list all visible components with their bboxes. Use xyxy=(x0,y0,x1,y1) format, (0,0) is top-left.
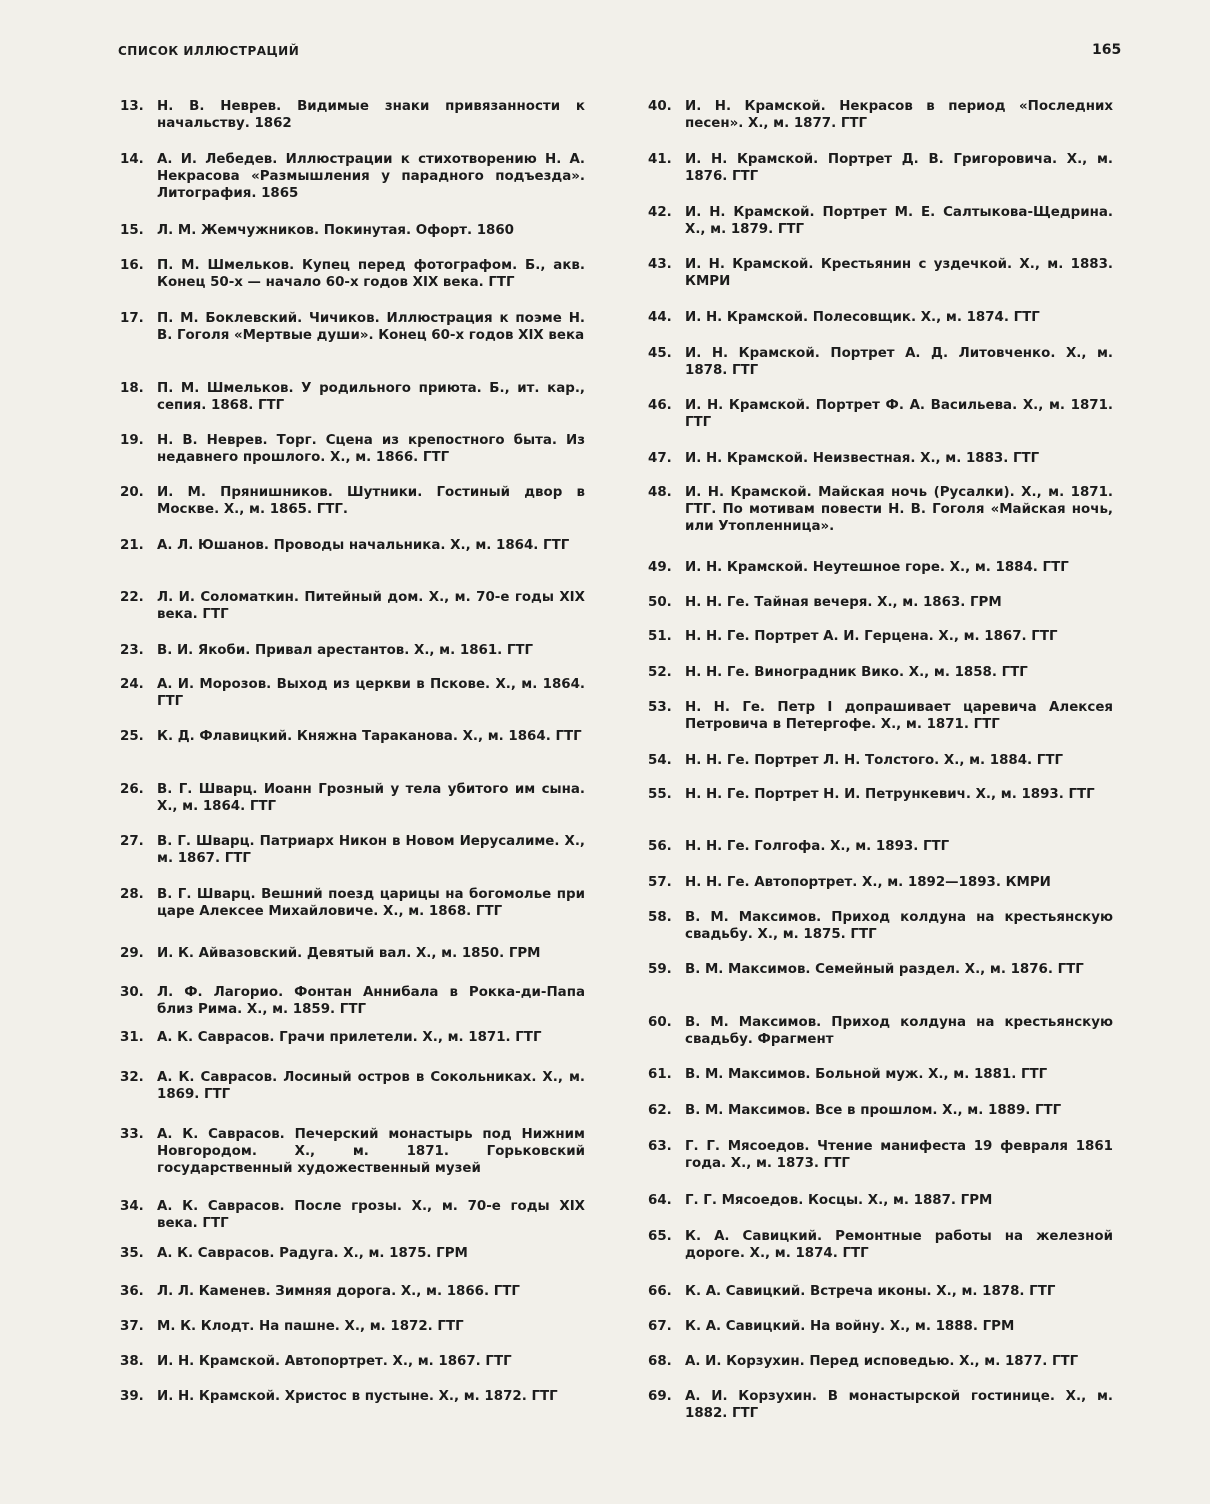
item-number: 35. xyxy=(120,1246,144,1261)
list-item xyxy=(120,432,585,466)
list-item xyxy=(648,151,1113,185)
list-item xyxy=(120,945,585,962)
list-item xyxy=(648,699,1113,733)
item-number: 48. xyxy=(648,485,672,500)
item-number: 59. xyxy=(648,962,672,977)
list-item xyxy=(648,1318,1113,1335)
item-number: 61. xyxy=(648,1067,672,1082)
item-caption: В. Г. Шварц. Вешний поезд царицы на богомолье при царе Алексее Михайловиче. Х., м. 1868. ГТГ xyxy=(157,887,585,919)
list-item xyxy=(648,1192,1113,1209)
list-item xyxy=(648,1102,1113,1119)
item-caption: П. М. Боклевский. Чичиков. Иллюстрация к поэме Н. В. Гоголя «Мертвые души». Конец 60-х годов XIX века xyxy=(157,311,585,343)
item-caption: И. Н. Крамской. Неизвестная. Х., м. 1883. ГТГ xyxy=(685,451,1040,466)
item-number: 68. xyxy=(648,1354,672,1369)
list-item xyxy=(120,886,585,920)
item-caption: Л. М. Жемчужников. Покинутая. Офорт. 1860 xyxy=(157,223,514,238)
item-number: 18. xyxy=(120,381,144,396)
item-caption: И. Н. Крамской. Христос в пустыне. Х., м. 1872. ГТГ xyxy=(157,1389,558,1404)
item-caption: П. М. Шмельков. У родильного приюта. Б., ит. кар., сепия. 1868. ГТГ xyxy=(157,381,585,413)
list-item xyxy=(648,1228,1113,1262)
item-caption: И. Н. Крамской. Портрет М. Е. Салтыкова-Щедрина. Х., м. 1879. ГТГ xyxy=(685,205,1113,237)
list-item xyxy=(648,309,1113,326)
item-number: 21. xyxy=(120,538,144,553)
item-number: 26. xyxy=(120,782,144,797)
item-number: 47. xyxy=(648,451,672,466)
item-number: 32. xyxy=(120,1070,144,1085)
item-caption: Н. Н. Ге. Автопортрет. Х., м. 1892—1893. КМРИ xyxy=(685,875,1051,890)
item-number: 37. xyxy=(120,1319,144,1334)
item-caption: М. К. Клодт. На пашне. Х., м. 1872. ГТГ xyxy=(157,1319,464,1334)
item-number: 38. xyxy=(120,1354,144,1369)
list-item xyxy=(120,642,585,659)
list-item xyxy=(120,1245,585,1262)
item-number: 54. xyxy=(648,753,672,768)
list-item xyxy=(648,874,1113,891)
item-caption: В. И. Якоби. Привал арестантов. Х., м. 1861. ГТГ xyxy=(157,643,534,658)
item-number: 20. xyxy=(120,485,144,500)
item-number: 60. xyxy=(648,1015,672,1030)
item-caption: А. К. Саврасов. После грозы. Х., м. 70-е годы XIX века. ГТГ xyxy=(157,1199,585,1231)
item-number: 30. xyxy=(120,985,144,1000)
list-item xyxy=(120,151,585,202)
list-item xyxy=(648,594,1113,611)
item-caption: И. Н. Крамской. Неутешное горе. Х., м. 1884. ГТГ xyxy=(685,560,1069,575)
item-number: 56. xyxy=(648,839,672,854)
list-item xyxy=(120,1198,585,1232)
list-item xyxy=(120,1353,585,1370)
item-caption: И. Н. Крамской. Крестьянин с уздечкой. Х., м. 1883. КМРИ xyxy=(685,257,1113,289)
list-item xyxy=(120,1126,585,1177)
list-item xyxy=(648,628,1113,645)
list-item xyxy=(648,838,1113,855)
list-item xyxy=(648,345,1113,379)
item-number: 28. xyxy=(120,887,144,902)
item-caption: Н. Н. Ге. Портрет Л. Н. Толстого. Х., м. 1884. ГТГ xyxy=(685,753,1063,768)
item-number: 39. xyxy=(120,1389,144,1404)
item-caption: И. Н. Крамской. Портрет Д. В. Григоровича. Х., м. 1876. ГТГ xyxy=(685,152,1113,184)
item-number: 34. xyxy=(120,1199,144,1214)
item-caption: В. М. Максимов. Больной муж. Х., м. 1881. ГТГ xyxy=(685,1067,1048,1082)
list-item xyxy=(648,1283,1113,1300)
item-caption: К. Д. Флавицкий. Княжна Тараканова. Х., м. 1864. ГТГ xyxy=(157,729,582,744)
list-item xyxy=(120,380,585,414)
item-number: 14. xyxy=(120,152,144,167)
list-item xyxy=(648,484,1113,535)
list-item xyxy=(120,728,585,745)
item-caption: А. К. Саврасов. Грачи прилетели. Х., м. 1871. ГТГ xyxy=(157,1030,542,1045)
list-item xyxy=(648,1388,1113,1422)
item-caption: Н. Н. Ге. Тайная вечеря. Х., м. 1863. ГРМ xyxy=(685,595,1002,610)
list-item xyxy=(648,256,1113,290)
item-number: 43. xyxy=(648,257,672,272)
item-caption: А. И. Лебедев. Иллюстрации к стихотворению Н. А. Некрасова «Размышления у парадного подъезда». Литография. 1865 xyxy=(157,152,585,201)
item-caption: А. И. Корзухин. В монастырской гостинице. Х., м. 1882. ГТГ xyxy=(685,1389,1113,1421)
item-caption: Н. В. Неврев. Видимые знаки привязанности к начальству. 1862 xyxy=(157,99,585,131)
item-caption: И. Н. Крамской. Полесовщик. Х., м. 1874. ГТГ xyxy=(685,310,1040,325)
item-caption: И. Н. Крамской. Портрет А. Д. Литовченко. Х., м. 1878. ГТГ xyxy=(685,346,1113,378)
item-number: 45. xyxy=(648,346,672,361)
page-number: 165 xyxy=(1092,42,1122,58)
item-caption: И. К. Айвазовский. Девятый вал. Х., м. 1850. ГРМ xyxy=(157,946,541,961)
item-caption: Н. Н. Ге. Виноградник Вико. Х., м. 1858. ГТГ xyxy=(685,665,1028,680)
item-number: 23. xyxy=(120,643,144,658)
item-caption: Н. Н. Ге. Петр I допрашивает царевича Алексея Петровича в Петергофе. Х., м. 1871. ГТГ xyxy=(685,700,1113,732)
item-caption: Л. И. Соломаткин. Питейный дом. Х., м. 70-е годы XIX века. ГТГ xyxy=(157,590,585,622)
item-number: 17. xyxy=(120,311,144,326)
item-number: 53. xyxy=(648,700,672,715)
item-caption: И. Н. Крамской. Майская ночь (Русалки). Х., м. 1871. ГТГ. По мотивам повести Н. В. Гоголя «Майская ночь, или Утопленница». xyxy=(685,485,1113,534)
list-item xyxy=(120,833,585,867)
item-number: 29. xyxy=(120,946,144,961)
item-number: 66. xyxy=(648,1284,672,1299)
item-caption: А. К. Саврасов. Радуга. Х., м. 1875. ГРМ xyxy=(157,1246,468,1261)
item-number: 67. xyxy=(648,1319,672,1334)
item-caption: Г. Г. Мясоедов. Косцы. Х., м. 1887. ГРМ xyxy=(685,1193,993,1208)
item-number: 15. xyxy=(120,223,144,238)
item-caption: В. М. Максимов. Семейный раздел. Х., м. 1876. ГТГ xyxy=(685,962,1084,977)
list-item xyxy=(648,909,1113,943)
item-number: 40. xyxy=(648,99,672,114)
item-caption: А. И. Морозов. Выход из церкви в Пскове. Х., м. 1864. ГТГ xyxy=(157,677,585,709)
list-item xyxy=(120,984,585,1018)
list-item xyxy=(648,961,1113,978)
item-caption: К. А. Савицкий. На войну. Х., м. 1888. ГРМ xyxy=(685,1319,1015,1334)
list-item xyxy=(120,589,585,623)
item-number: 42. xyxy=(648,205,672,220)
list-item xyxy=(648,1353,1113,1370)
item-number: 33. xyxy=(120,1127,144,1142)
item-number: 58. xyxy=(648,910,672,925)
list-item xyxy=(648,397,1113,431)
item-caption: Н. В. Неврев. Торг. Сцена из крепостного быта. Из недавнего прошлого. Х., м. 1866. ГТГ xyxy=(157,433,585,465)
item-number: 22. xyxy=(120,590,144,605)
item-caption: В. М. Максимов. Приход колдуна на крестьянскую свадьбу. Фрагмент xyxy=(685,1015,1113,1047)
item-number: 65. xyxy=(648,1229,672,1244)
list-item xyxy=(120,222,585,239)
item-number: 57. xyxy=(648,875,672,890)
item-caption: К. А. Савицкий. Встреча иконы. Х., м. 1878. ГТГ xyxy=(685,1284,1056,1299)
list-item xyxy=(120,1283,585,1300)
list-item xyxy=(120,98,585,132)
list-item xyxy=(120,1069,585,1103)
list-item xyxy=(648,204,1113,238)
item-caption: А. К. Саврасов. Лосиный остров в Сокольниках. Х., м. 1869. ГТГ xyxy=(157,1070,585,1102)
item-caption: В. Г. Шварц. Патриарх Никон в Новом Иерусалиме. Х., м. 1867. ГТГ xyxy=(157,834,585,866)
list-item xyxy=(648,1014,1113,1048)
item-number: 25. xyxy=(120,729,144,744)
item-number: 46. xyxy=(648,398,672,413)
list-item xyxy=(648,1066,1113,1083)
item-number: 64. xyxy=(648,1193,672,1208)
list-item xyxy=(648,1138,1113,1172)
item-number: 13. xyxy=(120,99,144,114)
list-item xyxy=(120,781,585,815)
item-caption: Л. Ф. Лагорио. Фонтан Аннибала в Рокка-ди-Папа близ Рима. Х., м. 1859. ГТГ xyxy=(157,985,585,1017)
item-caption: Н. Н. Ге. Портрет Н. И. Петрункевич. Х., м. 1893. ГТГ xyxy=(685,787,1095,802)
item-caption: А. К. Саврасов. Печерский монастырь под Нижним Новгородом. Х., м. 1871. Горьковский государственный художественный музей xyxy=(157,1127,585,1176)
list-item xyxy=(120,676,585,710)
list-item xyxy=(648,450,1113,467)
item-caption: Л. Л. Каменев. Зимняя дорога. Х., м. 1866. ГТГ xyxy=(157,1284,520,1299)
item-caption: Г. Г. Мясоедов. Чтение манифеста 19 февраля 1861 года. Х., м. 1873. ГТГ xyxy=(685,1139,1113,1171)
list-item xyxy=(120,537,585,554)
item-caption: К. А. Савицкий. Ремонтные работы на железной дороге. Х., м. 1874. ГТГ xyxy=(685,1229,1113,1261)
item-number: 55. xyxy=(648,787,672,802)
item-number: 44. xyxy=(648,310,672,325)
item-caption: В. Г. Шварц. Иоанн Грозный у тела убитого им сына. Х., м. 1864. ГТГ xyxy=(157,782,585,814)
item-number: 16. xyxy=(120,258,144,273)
item-caption: Н. Н. Ге. Голгофа. Х., м. 1893. ГТГ xyxy=(685,839,950,854)
list-item xyxy=(120,1388,585,1405)
item-caption: И. Н. Крамской. Некрасов в период «Последних песен». Х., м. 1877. ГТГ xyxy=(685,99,1113,131)
list-item xyxy=(120,1318,585,1335)
item-caption: И. Н. Крамской. Автопортрет. Х., м. 1867. ГТГ xyxy=(157,1354,512,1369)
item-caption: Н. Н. Ге. Портрет А. И. Герцена. Х., м. 1867. ГТГ xyxy=(685,629,1058,644)
item-number: 69. xyxy=(648,1389,672,1404)
item-caption: А. Л. Юшанов. Проводы начальника. Х., м. 1864. ГТГ xyxy=(157,538,570,553)
item-number: 36. xyxy=(120,1284,144,1299)
item-caption: В. М. Максимов. Все в прошлом. Х., м. 1889. ГТГ xyxy=(685,1103,1062,1118)
list-item xyxy=(120,310,585,344)
list-item xyxy=(648,786,1113,803)
list-item xyxy=(120,257,585,291)
item-caption: А. И. Корзухин. Перед исповедью. Х., м. 1877. ГТГ xyxy=(685,1354,1079,1369)
list-item xyxy=(648,98,1113,132)
item-number: 51. xyxy=(648,629,672,644)
item-number: 27. xyxy=(120,834,144,849)
item-number: 49. xyxy=(648,560,672,575)
list-item xyxy=(648,559,1113,576)
item-number: 62. xyxy=(648,1103,672,1118)
item-caption: В. М. Максимов. Приход колдуна на крестьянскую свадьбу. Х., м. 1875. ГТГ xyxy=(685,910,1113,942)
item-number: 31. xyxy=(120,1030,144,1045)
item-caption: И. М. Прянишников. Шутники. Гостиный двор в Москве. Х., м. 1865. ГТГ. xyxy=(157,485,585,517)
item-caption: И. Н. Крамской. Портрет Ф. А. Васильева. Х., м. 1871. ГТГ xyxy=(685,398,1113,430)
list-item xyxy=(648,664,1113,681)
item-number: 24. xyxy=(120,677,144,692)
list-item xyxy=(120,484,585,518)
list-item xyxy=(648,752,1113,769)
item-number: 52. xyxy=(648,665,672,680)
item-number: 63. xyxy=(648,1139,672,1154)
list-item xyxy=(120,1029,585,1046)
item-caption: П. М. Шмельков. Купец перед фотографом. Б., акв. Конец 50-х — начало 60-х годов XIX века. ГТГ xyxy=(157,258,585,290)
item-number: 41. xyxy=(648,152,672,167)
item-number: 19. xyxy=(120,433,144,448)
item-number: 50. xyxy=(648,595,672,610)
running-head: СПИСОК ИЛЛЮСТРАЦИЙ xyxy=(118,44,300,58)
